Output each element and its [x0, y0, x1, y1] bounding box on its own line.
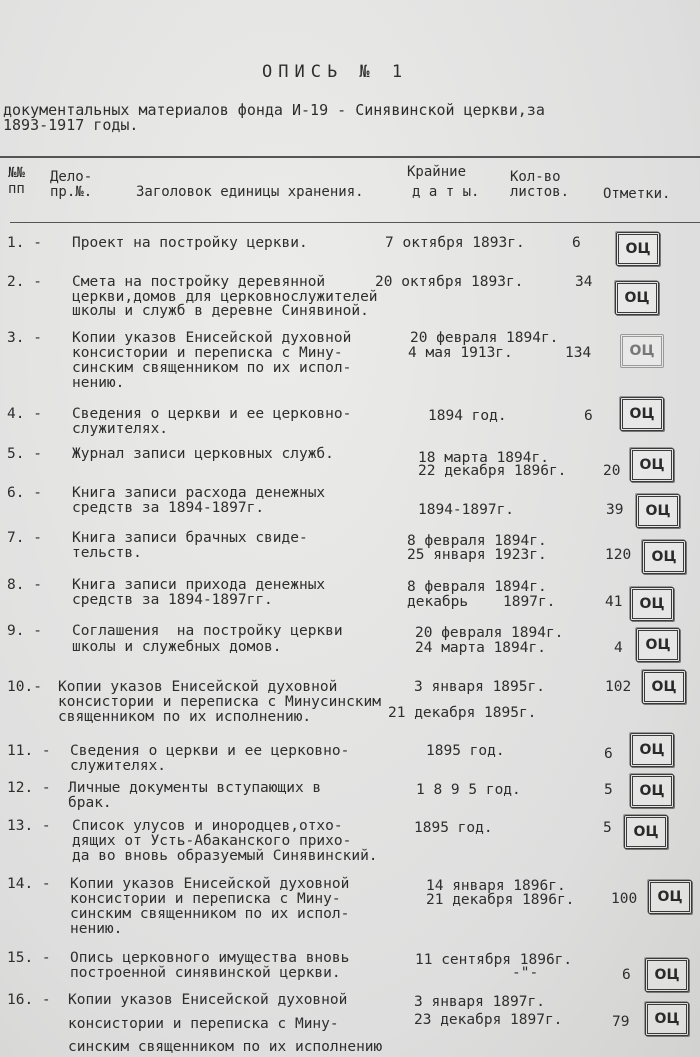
row-dates-line: 4 мая 1913г.: [408, 345, 513, 361]
row-dates-line: 8 февраля 1894г.: [407, 533, 547, 549]
header-case-line-2: пр.№.: [50, 184, 93, 200]
row-title-line: брак.: [68, 795, 112, 811]
row-dates-line: 3 января 1895г.: [414, 679, 545, 695]
row-title-line: построенной синявинской церкви.: [70, 965, 341, 981]
row-title-line: средств за 1894-1897гг.: [72, 592, 273, 608]
oc-stamp: ОЦ: [620, 334, 664, 368]
row-dates-line: 14 января 1896г.: [426, 878, 566, 894]
row-dates-line: 22 декабря 1896г.: [418, 463, 567, 479]
row-title-line: школы и служебных домов.: [72, 639, 282, 655]
row-dates-line: 3 января 1897г.: [414, 994, 545, 1010]
row-sheets: 39: [606, 502, 624, 518]
row-sheets: 5: [603, 820, 612, 836]
row-dates-line: 1894-1897г.: [418, 502, 515, 518]
row-number: 1. -: [7, 235, 42, 251]
row-title-line: школы и служб в деревне Синявиной.: [72, 303, 369, 319]
header-marks: Отметки.: [603, 186, 671, 202]
row-sheets: 4: [614, 640, 623, 656]
oc-stamp: ОЦ: [630, 733, 674, 767]
oc-stamp: ОЦ: [636, 628, 680, 662]
oc-stamp: ОЦ: [645, 958, 689, 992]
header-dates-line-2: д а т ы.: [412, 184, 480, 200]
row-title-line: Копии указов Енисейской духовной: [72, 330, 352, 346]
row-title-line: служителях.: [70, 758, 167, 774]
row-title-line: священником по их исполнению.: [58, 709, 312, 725]
oc-stamp: ОЦ: [620, 397, 664, 431]
header-sheets-line-2: листов.: [510, 184, 570, 200]
oc-stamp: ОЦ: [642, 540, 686, 574]
row-dates-line: 1894 год.: [428, 408, 507, 424]
header-sheets-line-1: Кол-во: [510, 169, 561, 185]
document-title: ОПИСЬ № 1: [262, 62, 409, 82]
row-title-line: консистории и переписка с Мину-: [68, 1016, 339, 1032]
oc-stamp: ОЦ: [616, 232, 660, 266]
row-sheets: 34: [575, 274, 593, 290]
header-heading: Заголовок единицы хранения.: [136, 184, 364, 200]
row-title-line: Книга записи прихода денежных: [72, 577, 326, 593]
row-sheets: 100: [611, 891, 638, 907]
row-number: 6. -: [7, 485, 42, 501]
row-title-line: нению.: [70, 921, 123, 937]
row-title-line: тельств.: [72, 545, 142, 561]
row-title-line: нению.: [72, 375, 125, 391]
oc-stamp: ОЦ: [636, 494, 680, 528]
oc-stamp: ОЦ: [645, 1002, 689, 1036]
row-sheets: 6: [622, 967, 631, 983]
row-number: 3. -: [7, 330, 42, 346]
row-dates-line: 1895 год.: [426, 743, 505, 759]
row-sheets: 5: [604, 782, 613, 798]
oc-stamp: ОЦ: [630, 774, 674, 808]
oc-stamp: ОЦ: [630, 587, 674, 621]
header-bottom-rule: [10, 222, 700, 223]
row-number: 10.-: [7, 679, 42, 695]
row-number: 11. -: [7, 743, 51, 759]
row-number: 5. -: [7, 446, 42, 462]
row-dates-line: 23 декабря 1897г.: [414, 1012, 563, 1028]
row-title-line: служителях.: [72, 421, 169, 437]
row-title-line: Сведения о церкви и ее церковно-: [72, 406, 352, 422]
row-number: 8. -: [7, 577, 42, 593]
row-title-line: Журнал записи церковных служб.: [72, 446, 334, 462]
row-number: 4. -: [7, 406, 42, 422]
row-title-line: Смета на постройку деревянной: [72, 274, 326, 290]
row-title-line: синским священником по их испол-: [72, 360, 352, 376]
row-sheets: 102: [605, 679, 632, 695]
row-title-line: Проект на постройку церкви.: [72, 235, 308, 251]
oc-stamp: ОЦ: [642, 670, 686, 704]
header-top-rule: [0, 156, 700, 158]
row-title-line: Соглашения на постройку церкви: [72, 623, 343, 639]
row-title-line: Копии указов Енисейской духовной: [58, 679, 338, 695]
row-number: 15. -: [7, 950, 51, 966]
header-num-line-2: пп: [8, 181, 25, 197]
row-number: 7. -: [7, 530, 42, 546]
header-dates-line-1: Крайние: [407, 164, 467, 180]
row-title-line: Личные документы вступающих в: [68, 780, 322, 796]
row-dates-line: 21 декабря 1896г.: [426, 892, 575, 908]
row-title-line: Копии указов Енисейской духовной: [68, 992, 348, 1008]
document-subtitle-line-1: документальных материалов фонда И-19 - Синявинской церкви,за: [3, 101, 545, 119]
row-title-line: синским священником по их исполнению: [68, 1039, 383, 1055]
row-number: 12. -: [7, 780, 51, 796]
oc-stamp: ОЦ: [624, 815, 668, 849]
row-dates-line: 11 сентября 1896г.: [415, 952, 573, 968]
row-title-line: Книга записи расхода денежных: [72, 485, 326, 501]
row-dates-line: 21 декабря 1895г.: [388, 705, 537, 721]
row-dates-line: 1895 год.: [414, 820, 493, 836]
row-number: 9. -: [7, 623, 42, 639]
oc-stamp: ОЦ: [648, 880, 692, 914]
row-dates-line: 20 февраля 1894г.: [415, 625, 564, 641]
oc-stamp: ОЦ: [630, 448, 674, 482]
row-title-line: средств за 1894-1897г.: [72, 500, 265, 516]
row-dates-line: декабрь 1897г.: [407, 594, 556, 610]
row-number: 13. -: [7, 818, 51, 834]
header-case-line-1: Дело-: [50, 169, 93, 185]
row-dates-line: 1 8 9 5 год.: [416, 782, 521, 798]
row-title-line: Список улусов и инородцев,отхо-: [72, 818, 343, 834]
row-dates-line: -"-: [512, 965, 539, 981]
oc-stamp: ОЦ: [615, 281, 659, 315]
row-title-line: консистории и переписка с Мину-: [70, 891, 341, 907]
row-dates-line: 25 января 1923г.: [407, 547, 547, 563]
header-num-line-1: №№: [8, 165, 25, 181]
row-sheets: 6: [584, 408, 593, 424]
row-dates-line: 20 октября 1893г.: [375, 274, 524, 290]
row-title-line: Сведения о церкви и ее церковно-: [70, 743, 350, 759]
row-title-line: церкви,домов для церковнослужителей: [72, 289, 378, 305]
row-sheets: 41: [605, 594, 623, 610]
row-dates-line: 7 октября 1893г.: [385, 235, 525, 251]
row-number: 14. -: [7, 876, 51, 892]
row-title-line: да во вновь образуемый Синявинский.: [72, 848, 378, 864]
row-dates-line: 24 марта 1894г.: [415, 640, 546, 656]
row-sheets: 6: [572, 235, 581, 251]
row-title-line: Опись церковного имущества вновь: [70, 950, 350, 966]
row-dates-line: 8 февраля 1894г.: [407, 579, 547, 595]
row-sheets: 6: [604, 746, 613, 762]
row-sheets: 120: [605, 547, 632, 563]
row-number: 2. -: [7, 274, 42, 290]
row-dates-line: 20 февраля 1894г.: [410, 330, 559, 346]
row-sheets: 79: [612, 1014, 630, 1030]
row-dates-line: 18 марта 1894г.: [418, 450, 549, 466]
row-sheets: 20: [603, 463, 621, 479]
row-number: 16. -: [7, 992, 51, 1008]
row-title-line: Копии указов Енисейской духовной: [70, 876, 350, 892]
document-subtitle-line-2: 1893-1917 годы.: [3, 116, 139, 134]
row-title-line: синским священником по их испол-: [70, 906, 350, 922]
row-title-line: консистории и переписка с Минусинским: [58, 694, 382, 710]
row-title-line: дящих от Усть-Абаканского прихо-: [72, 833, 352, 849]
row-sheets: 134: [565, 345, 592, 361]
row-title-line: Книга записи брачных свиде-: [72, 530, 308, 546]
row-title-line: консистории и переписка с Мину-: [72, 345, 343, 361]
